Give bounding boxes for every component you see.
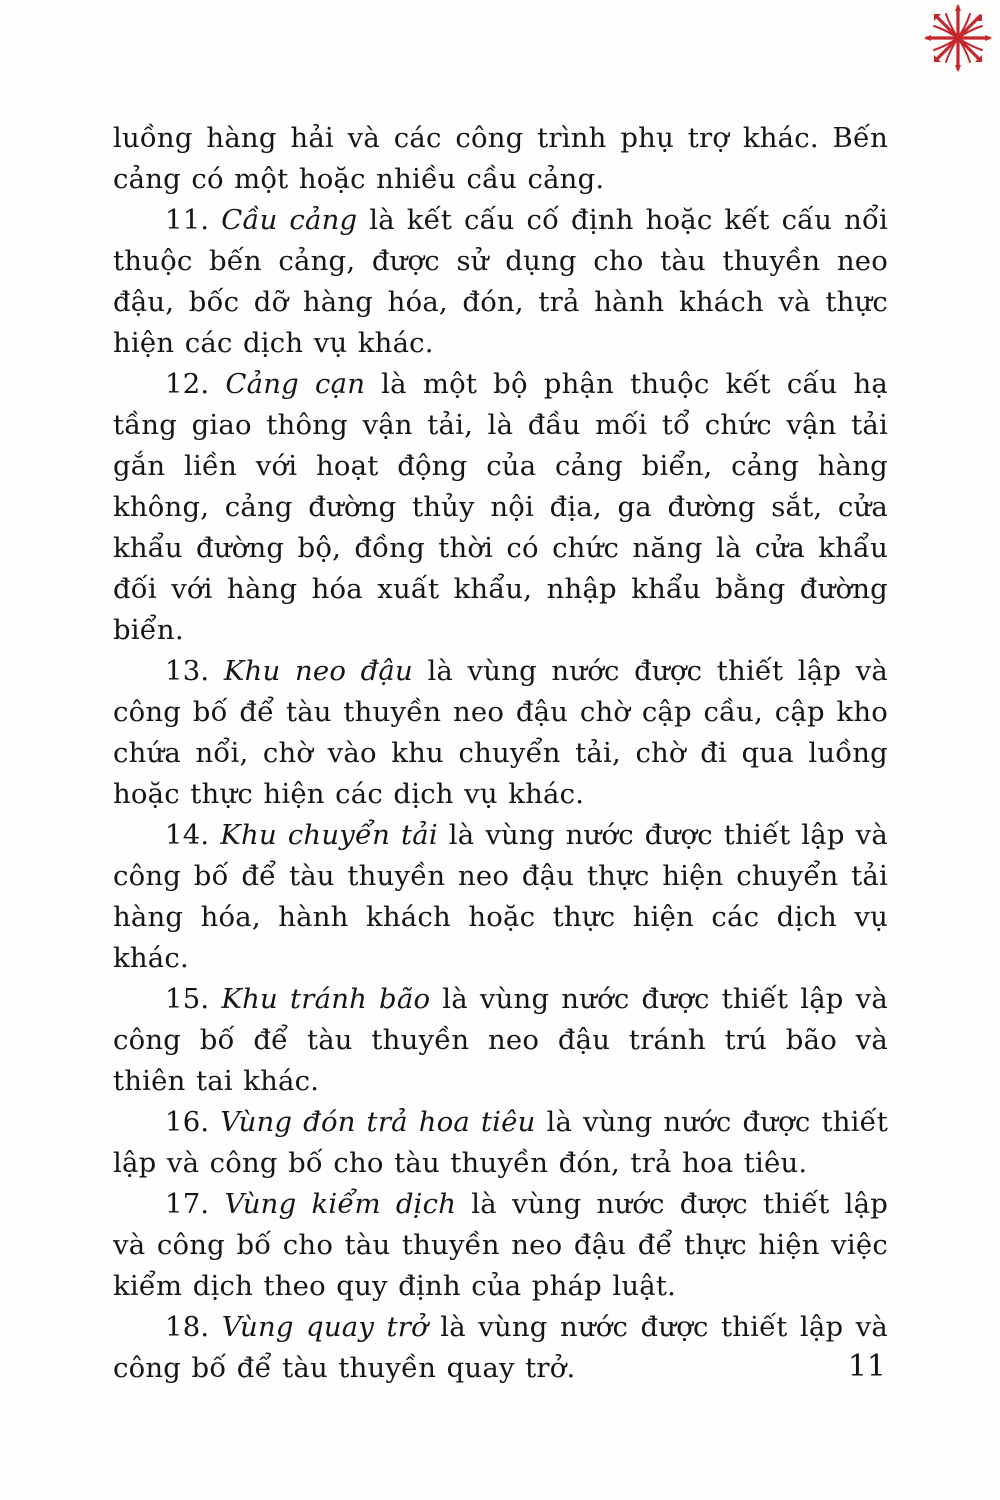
paragraph-text: là vùng nước được thiết lập và công bố để tàu thuyền quay trở. [113, 1311, 888, 1384]
defined-term: Khu chuyển tải [220, 819, 438, 851]
paragraph-item-16 [113, 1102, 888, 1184]
paragraph-text: là vùng nước được thiết lập và công bố để tàu thuyền neo đậu tránh trú bão và thiên tai khác. [113, 983, 888, 1097]
item-number: 15. [165, 983, 222, 1015]
item-number: 11. [165, 204, 222, 236]
item-number: 14. [165, 819, 221, 851]
paragraph-text: luồng hàng hải và các công trình phụ trợ khác. Bến cảng có một hoặc nhiều cầu cảng. [113, 122, 888, 195]
page-number: 11 [847, 1349, 886, 1384]
defined-term: Khu tránh bão [221, 983, 431, 1015]
paragraph-item-12 [113, 364, 888, 651]
paragraph-text: là vùng nước được thiết lập và công bố để tàu thuyền neo đậu chờ cập cầu, cập kho chứa nổi, chờ vào khu chuyển tải, chờ đi qua luồng hoặc thực hiện các dịch vụ khác. [113, 655, 888, 810]
defined-term: Vùng quay trở [221, 1311, 428, 1343]
publisher-emblem-icon [922, 2, 994, 74]
paragraph-continuation [113, 118, 888, 200]
item-number: 18. [165, 1311, 222, 1343]
paragraph-item-15 [113, 979, 888, 1102]
paragraph-text: là một bộ phận thuộc kết cấu hạ tầng giao thông vận tải, là đầu mối tổ chức vận tải gắn liền với hoạt động của cảng biển, cảng hàng không, cảng đường thủy nội địa, ga đường sắt, cửa khẩu đường bộ, đồng thời có chức năng là cửa khẩu đối với hàng hóa xuất khẩu, nhập khẩu bằng đường biển. [113, 368, 888, 646]
defined-term: Vùng kiểm dịch [224, 1188, 457, 1220]
paragraph-item-13 [113, 651, 888, 815]
paragraph-item-11 [113, 200, 888, 364]
paragraph-text: là vùng nước được thiết lập và công bố cho tàu thuyền neo đậu để thực hiện việc kiểm dịch theo quy định của pháp luật. [113, 1188, 888, 1302]
item-number: 13. [165, 655, 224, 687]
paragraph-item-18 [113, 1307, 888, 1389]
paragraph-text: là vùng nước được thiết lập và công bố để tàu thuyền neo đậu thực hiện chuyển tải hàng hóa, hành khách hoặc thực hiện các dịch vụ khác. [113, 819, 888, 974]
paragraph-item-17 [113, 1184, 888, 1307]
defined-term: Cảng cạn [225, 368, 366, 400]
paragraph-text: là vùng nước được thiết lập và công bố cho tàu thuyền đón, trả hoa tiêu. [113, 1106, 888, 1179]
page-body-text [113, 118, 888, 1389]
item-number: 17. [165, 1188, 225, 1220]
paragraph-item-14 [113, 815, 888, 979]
defined-term: Vùng đón trả hoa tiêu [220, 1106, 536, 1138]
item-number: 12. [165, 368, 226, 400]
item-number: 16. [165, 1106, 221, 1138]
defined-term: Khu neo đậu [223, 655, 413, 687]
defined-term: Cầu cảng [221, 204, 358, 236]
paragraph-text: là kết cấu cố định hoặc kết cấu nổi thuộc bến cảng, được sử dụng cho tàu thuyền neo đậu, bốc dỡ hàng hóa, đón, trả hành khách và thực hiện các dịch vụ khác. [113, 204, 888, 359]
